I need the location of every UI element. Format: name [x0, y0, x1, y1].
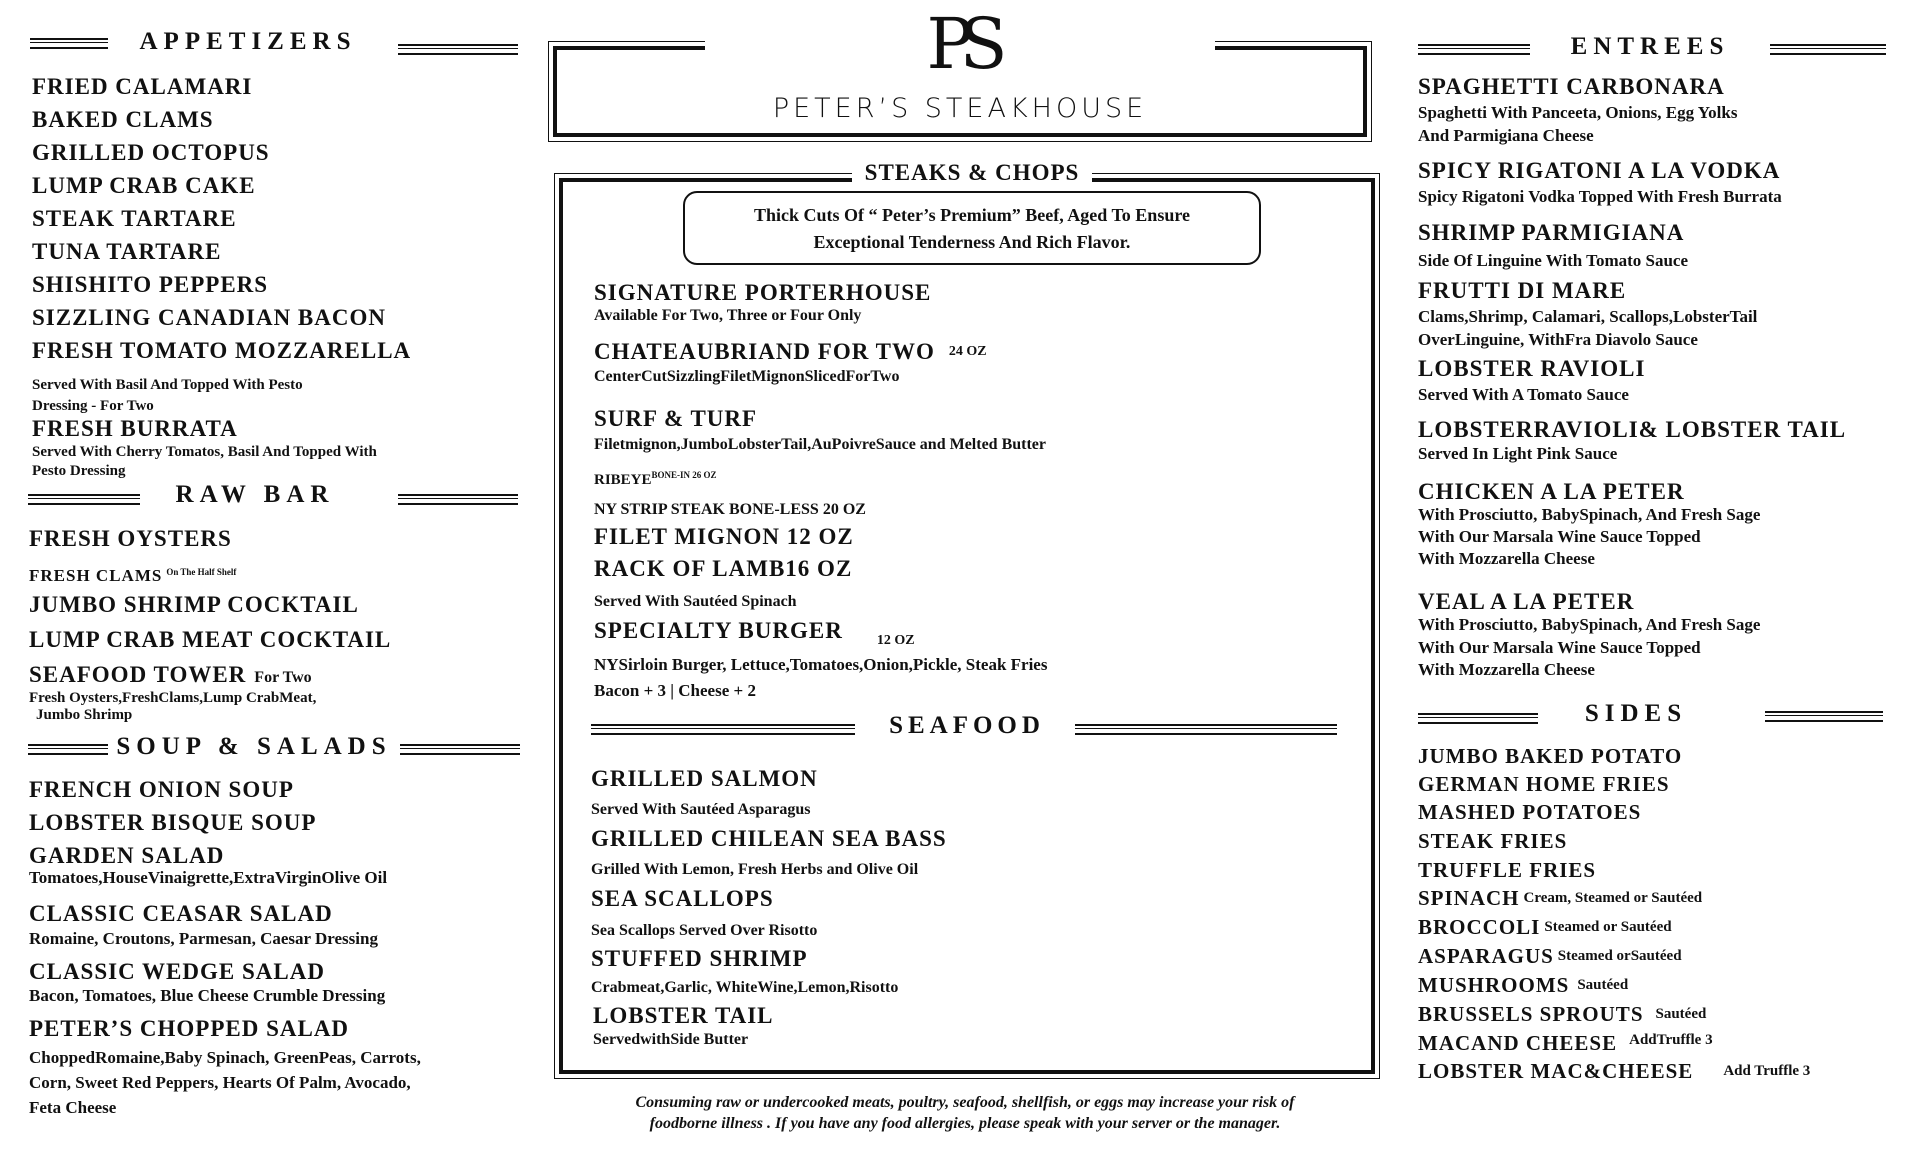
menu-item: CHICKEN A LA PETER	[1418, 479, 1685, 504]
menu-item: MASHED POTATOES	[1418, 800, 1642, 824]
menu-item: FRENCH ONION SOUP	[29, 777, 294, 802]
menu-item: SPICY RIGATONI A LA VODKA	[1418, 158, 1781, 183]
item-description: Side Of Linguine With Tomato Sauce	[1418, 251, 1689, 270]
item-name: MUSHROOMS	[1418, 973, 1570, 997]
menu-item: FRUTTI DI MARE	[1418, 278, 1627, 303]
menu-item: SHISHITO PEPPERS	[32, 272, 269, 297]
heading-rule	[28, 744, 108, 755]
menu-item: SHRIMP PARMIGIANA	[1418, 220, 1685, 245]
item-note: Cream, Steamed or Sautéed	[1523, 890, 1703, 906]
item-description: Bacon, Tomatoes, Blue Cheese Crumble Dressing	[29, 986, 386, 1005]
disclaimer-line: Consuming raw or undercooked meats, poultry, seafood, shellfish, or eggs may increase your risk of	[635, 1094, 1295, 1111]
appetizers-heading: APPETIZERS	[139, 28, 357, 55]
item-note: Steamed or Sautéed	[1544, 919, 1672, 935]
heading-rule	[400, 744, 520, 755]
menu-item: FRESH BURRATA	[32, 416, 238, 441]
menu-item	[1418, 886, 1702, 911]
menu-item: FRIED CALAMARI	[32, 74, 253, 99]
heading-rule	[591, 724, 855, 735]
heading-rule	[1765, 711, 1883, 722]
menu-item	[29, 662, 312, 688]
menu-item: RACK OF LAMB16 OZ	[594, 556, 853, 581]
menu-item: LOBSTER BISQUE SOUP	[29, 810, 317, 835]
item-name: MACAND CHEESE	[1418, 1031, 1618, 1055]
item-description: With Our Marsala Wine Sauce Topped	[1418, 638, 1701, 657]
sides-heading: SIDES	[1584, 700, 1688, 727]
tagline-line: Thick Cuts Of “ Peter’s Premium” Beef, Aged To Ensure	[754, 205, 1190, 225]
item-description: With Prosciutto, BabySpinach, And Fresh Sage	[1418, 615, 1761, 634]
menu-item: NY STRIP STEAK BONE-LESS 20 OZ	[594, 501, 866, 518]
item-note: Sautéed	[1655, 1006, 1707, 1022]
menu-item: GRILLED SALMON	[591, 766, 818, 791]
disclaimer-line: foodborne illness . If you have any food allergies, please speak with your server or the manager.	[649, 1115, 1281, 1132]
item-name: LOBSTER MAC&CHEESE	[1418, 1059, 1694, 1083]
restaurant-name: PETER’S STEAKHOUSE	[772, 93, 1148, 124]
item-description: Jumbo Shrimp	[36, 707, 133, 723]
menu-item: STUFFED SHRIMP	[591, 946, 808, 971]
item-name: RIBEYE	[594, 472, 652, 488]
menu-item: BAKED CLAMS	[32, 107, 214, 132]
menu-item	[594, 470, 717, 489]
heading-rule	[1418, 713, 1538, 724]
item-name: SPINACH	[1418, 886, 1520, 910]
item-description: With Prosciutto, BabySpinach, And Fresh Sage	[1418, 505, 1761, 524]
menu-item: TUNA TARTARE	[32, 239, 222, 264]
raw-bar-heading: RAW BAR	[175, 481, 335, 508]
menu-item: GRILLED OCTOPUS	[32, 140, 270, 165]
item-name: CHATEAUBRIAND FOR TWO	[594, 339, 935, 364]
menu-item: FRESH TOMATO MOZZARELLA	[32, 338, 412, 363]
menu-item	[1418, 1002, 1706, 1027]
item-description: Served With A Tomato Sauce	[1418, 385, 1629, 404]
item-description: Served With Basil And Topped With Pesto	[32, 377, 303, 393]
item-note: Sautéed	[1577, 977, 1629, 993]
item-name: BRUSSELS SPROUTS	[1418, 1002, 1644, 1026]
steaks-heading: STEAKS & CHOPS	[852, 160, 1092, 186]
menu-item	[29, 566, 236, 586]
menu-item: FILET MIGNON 12 OZ	[594, 524, 854, 549]
tagline-line: Exceptional Tenderness And Rich Flavor.	[813, 232, 1131, 252]
item-description: Served In Light Pink Sauce	[1418, 444, 1618, 463]
item-description: Filetmignon,JumboLobsterTail,AuPoivreSauce and Melted Butter	[594, 436, 1046, 453]
item-description: With Our Marsala Wine Sauce Topped	[1418, 527, 1701, 546]
menu-item: STEAK FRIES	[1418, 829, 1568, 853]
item-description: Served With Sautéed Asparagus	[591, 801, 811, 818]
item-description: ChoppedRomaine,Baby Spinach, GreenPeas, Carrots,	[29, 1048, 421, 1067]
menu-item: JUMBO BAKED POTATO	[1418, 744, 1683, 768]
item-description: ServedwithSide Butter	[593, 1031, 749, 1048]
allergy-disclaimer	[550, 1092, 1380, 1134]
item-description: Grilled With Lemon, Fresh Herbs and Olive Oil	[591, 861, 919, 878]
item-name: FRESH CLAMS	[29, 566, 163, 585]
menu-item	[1418, 973, 1628, 998]
menu-item: LOBSTERRAVIOLI& LOBSTER TAIL	[1418, 417, 1847, 442]
menu-item: JUMBO SHRIMP COCKTAIL	[29, 592, 359, 617]
menu-item: CLASSIC CEASAR SALAD	[29, 901, 333, 926]
item-description: Tomatoes,HouseVinaigrette,ExtraVirginOlive Oil	[29, 868, 388, 887]
item-description: And Parmigiana Cheese	[1418, 126, 1594, 145]
menu-item: VEAL A LA PETER	[1418, 589, 1635, 614]
heading-rule	[30, 38, 108, 49]
item-description: Dressing - For Two	[32, 398, 154, 414]
menu-item: LOBSTER RAVIOLI	[1418, 356, 1646, 381]
menu-item	[1418, 1031, 1713, 1056]
logo-monogram: PS	[926, 3, 994, 85]
item-note: BONE-IN 26 OZ	[651, 470, 717, 480]
item-description: Served With Cherry Tomatos, Basil And Topped With	[32, 444, 377, 460]
item-description: Pesto Dressing	[32, 463, 126, 479]
item-description: Served With Sautéed Spinach	[594, 593, 797, 610]
item-description: Spaghetti With Panceeta, Onions, Egg Yolks	[1418, 103, 1738, 122]
item-note: For Two	[254, 669, 312, 686]
item-description: With Mozzarella Cheese	[1418, 660, 1595, 679]
menu-item: LUMP CRAB CAKE	[32, 173, 256, 198]
menu-item	[1418, 1059, 1810, 1084]
menu-item: SEA SCALLOPS	[591, 886, 774, 911]
menu-item: GRILLED CHILEAN SEA BASS	[591, 826, 947, 851]
menu-item: LOBSTER TAIL	[593, 1003, 774, 1028]
item-description: CenterCutSizzlingFiletMignonSlicedForTwo	[594, 368, 900, 385]
item-description: Romaine, Croutons, Parmesan, Caesar Dressing	[29, 929, 378, 948]
menu-item	[594, 339, 987, 365]
soup-salads-heading: SOUP & SALADS	[116, 733, 392, 760]
item-description: Corn, Sweet Red Peppers, Hearts Of Palm, Avocado,	[29, 1073, 411, 1092]
item-name: ASPARAGUS	[1418, 944, 1554, 968]
item-note: Add Truffle 3	[1723, 1063, 1811, 1079]
item-description: Feta Cheese	[29, 1098, 117, 1117]
item-description: Crabmeat,Garlic, WhiteWine,Lemon,Risotto	[591, 979, 899, 996]
menu-item: PETER’S CHOPPED SALAD	[29, 1016, 350, 1041]
menu-item: SURF & TURF	[594, 406, 758, 431]
item-description: OverLinguine, WithFra Diavolo Sauce	[1418, 330, 1698, 349]
entrees-heading: ENTREES	[1570, 33, 1730, 60]
menu-item: SIZZLING CANADIAN BACON	[32, 305, 386, 330]
menu-item: GARDEN SALAD	[29, 843, 225, 868]
item-name: SPECIALTY BURGER	[594, 618, 843, 643]
menu-item: TRUFFLE FRIES	[1418, 858, 1597, 882]
heading-rule	[1418, 44, 1530, 55]
item-description: With Mozzarella Cheese	[1418, 549, 1595, 568]
item-name: SEAFOOD TOWER	[29, 662, 247, 687]
item-description: Spicy Rigatoni Vodka Topped With Fresh Burrata	[1418, 187, 1782, 206]
item-description: Available For Two, Three or Four Only	[594, 307, 862, 324]
item-name: BROCCOLI	[1418, 915, 1541, 939]
heading-rule	[398, 494, 518, 505]
item-note: Steamed orSautéed	[1557, 948, 1682, 964]
menu-item: FRESH OYSTERS	[29, 526, 232, 551]
seafood-heading: SEAFOOD	[889, 712, 1045, 739]
heading-rule	[1770, 44, 1886, 55]
item-note: 24 OZ	[948, 344, 987, 359]
menu-item: SPAGHETTI CARBONARA	[1418, 74, 1725, 99]
menu-item	[594, 618, 915, 649]
heading-rule	[398, 44, 518, 55]
menu-item	[1418, 915, 1672, 940]
menu-item: LUMP CRAB MEAT COCKTAIL	[29, 627, 392, 652]
menu-item: GERMAN HOME FRIES	[1418, 772, 1670, 796]
item-description: NYSirloin Burger, Lettuce,Tomatoes,Onion,Pickle, Steak Fries	[594, 655, 1048, 674]
menu-item	[1418, 944, 1682, 969]
item-note: 12 OZ	[876, 633, 915, 648]
heading-rule	[28, 494, 140, 505]
item-description: Sea Scallops Served Over Risotto	[591, 922, 818, 939]
item-note: On The Half Shelf	[166, 567, 237, 577]
item-note: AddTruffle 3	[1629, 1032, 1713, 1048]
menu-item: STEAK TARTARE	[32, 206, 237, 231]
menu-item: CLASSIC WEDGE SALAD	[29, 959, 325, 984]
item-description: Fresh Oysters,FreshClams,Lump CrabMeat,	[29, 690, 317, 706]
item-description: Clams,Shrimp, Calamari, Scallops,LobsterTail	[1418, 307, 1758, 326]
menu-item: SIGNATURE PORTERHOUSE	[594, 280, 932, 305]
item-description: Bacon + 3 | Cheese + 2	[594, 681, 756, 700]
heading-rule	[1075, 724, 1337, 735]
